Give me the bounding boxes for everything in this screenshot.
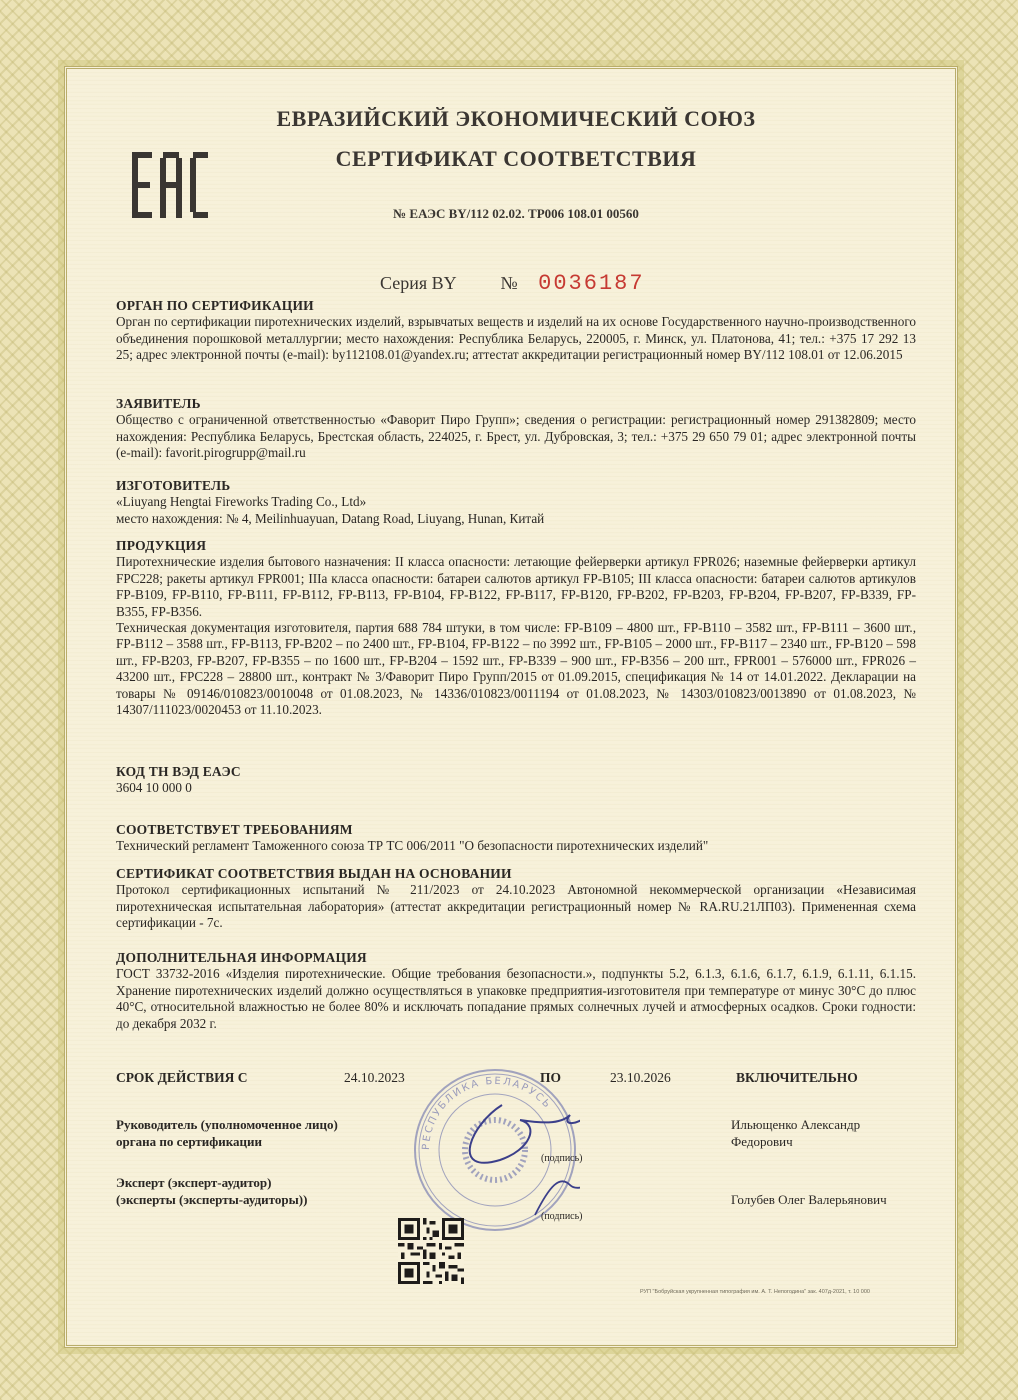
section-hs-code	[116, 764, 916, 797]
section-heading: ПРОДУКЦИЯ	[116, 538, 207, 553]
section-heading: ДОПОЛНИТЕЛЬНАЯ ИНФОРМАЦИЯ	[116, 950, 367, 965]
validity-to-label: ПО	[540, 1070, 562, 1085]
section-heading: ОРГАН ПО СЕРТИФИКАЦИИ	[116, 298, 314, 313]
document-title: СЕРТИФИКАТ СООТВЕТСТВИЯ	[335, 146, 697, 171]
series-label: Серия BY	[380, 273, 456, 293]
section-product	[116, 538, 916, 718]
expert-name: Голубев Олег Валерьянович	[731, 1192, 887, 1207]
head-name: Ильющенко Александр Федорович	[731, 1117, 861, 1149]
section-manufacturer	[116, 478, 916, 527]
section-cert-body	[116, 298, 916, 364]
validity-from-label: СРОК ДЕЙСТВИЯ С	[116, 1070, 248, 1085]
hs-code-value: 3604 10 000 0	[116, 780, 192, 796]
expert-role: Эксперт (эксперт-аудитор) (эксперты (эксперты-аудиторы))	[116, 1175, 308, 1207]
union-title: ЕВРАЗИЙСКИЙ ЭКОНОМИЧЕСКИЙ СОЮЗ	[276, 106, 756, 131]
section-heading: ИЗГОТОВИТЕЛЬ	[116, 478, 231, 493]
certificate-number: № ЕАЭС BY/112 02.02. ТР006 108.01 00560	[393, 206, 639, 221]
validity-to-date: 23.10.2026	[610, 1070, 671, 1085]
series-line	[380, 271, 645, 296]
printer-footnote: РУП "Бобруйская укрупненная типография им. А. Т. Непогодина" зак. 407д-2021, т. 10 000	[640, 1289, 870, 1295]
manufacturer-address: место нахождения: № 4, Meilinhuayuan, Datang Road, Liuyang, Hunan, Китай	[116, 510, 545, 526]
section-text: Технический регламент Таможенного союза ТР ТС 006/2011 "О безопасности пиротехнических изделий"	[116, 838, 709, 854]
serial-number: 0036187	[538, 271, 645, 296]
stamp-text: РЕСПУБЛИКА БЕЛАРУСЬ	[420, 1075, 554, 1151]
section-applicant	[116, 396, 916, 462]
section-heading: СЕРТИФИКАТ СООТВЕТСТВИЯ ВЫДАН НА ОСНОВАНИИ	[116, 866, 512, 881]
expert-signature-caption: (подпись)	[541, 1211, 583, 1222]
validity-from-date: 24.10.2023	[344, 1070, 405, 1085]
product-documentation: Техническая документация изготовителя, партия 688 784 штуки, в том числе: FP-B109 – 4800 шт., FP-B110 – 3582 шт., FP-B111 – 3600 шт., FP-B112 – 3588 шт., FP-B113, FP-B202 – по 2400 шт., FP-B104, FP-B122 – по 3992 шт., FP-B105 – 2000 шт., FP-B117 – 2340 шт., FP-B120 – 598 шт., FP-B203, FP-B207, FP-B355 – по 1600 шт., FP-B204 – 1592 шт., FP-B339 – 900 шт., FP-B356 – 200 шт., FPR001 – 576000 шт., FPR026 – 43200 шт., FPC228 – 28800 шт., контракт № 3/Фаворит Пиро Групп/2015 от 01.09.2015, спецификация № 14 от 14.01.2022. Декларации на товары № 09146/010823/0010048 от 01.08.2023, № 14336/010823/0011194 от 01.08.2023, № 14303/010823/0013890 от 01.08.2023, № 14307/111023/0020453 от 11.10.2023.	[116, 620, 916, 718]
section-text: Орган по сертификации пиротехнических изделий, взрывчатых веществ и изделий на их основе Государственного научно-производственного объединения порошковой металлургии; место нахождения: Республика Беларусь, 220005, г. Минск, ул. Платонова, 41; тел.: +375 17 292 13 25; адрес электронной почты (e-mail): by112108.01@yandex.ru; аттестат аккредитации регистрационный номер BY/112 108.01 от 12.06.2015	[116, 314, 916, 363]
qr-code[interactable]	[398, 1218, 464, 1284]
section-heading: СООТВЕТСТВУЕТ ТРЕБОВАНИЯМ	[116, 822, 353, 837]
product-description: Пиротехнические изделия бытового назначения: II класса опасности: летающие фейерверки артикул FPR026; наземные фейерверки артикул FPC228; ракеты артикул FPR001; IIIa класса опасности: батареи салютов артикул FP-B105; III класса опасности: батареи салютов артикулов FP-B109, FP-B110, FP-B111, FP-B112, FP-B113, FP-B104, FP-B122, FP-B117, FP-B120, FP-B202, FP-B203, FP-B204, FP-B207, FP-B339, FP-B355, FP-B356.	[116, 554, 916, 619]
section-heading: ЗАЯВИТЕЛЬ	[116, 396, 201, 411]
manufacturer-name: «Liuyang Hengtai Fireworks Trading Co., Ltd»	[116, 494, 367, 510]
head-role: Руководитель (уполномоченное лицо) органа по сертификации	[116, 1117, 338, 1149]
section-heading: КОД ТН ВЭД ЕАЭС	[116, 764, 241, 779]
section-text: Общество с ограниченной ответственностью «Фаворит Пиро Групп»; сведения о регистрации: регистрационный номер 291382809; место нахождения: Республика Беларусь, Брестская область, 224025, г. Брест, ул. Дубровская, 3; тел.: +375 29 650 79 01; адрес электронной почты (e-mail): favorit.pirogrupp@mail.ru	[116, 412, 916, 461]
section-complies	[116, 822, 916, 855]
section-basis	[116, 866, 916, 932]
section-additional	[116, 950, 916, 1032]
svg-text:РЕСПУБЛИКА БЕЛАРУСЬ	[421, 1076, 553, 1150]
section-text: Протокол сертификационных испытаний № 211/2023 от 24.10.2023 Автономной некоммерческой организации «Независимая пиротехническая испытательная лаборатория» (аттестат аккредитации регистрационный номер № RA.RU.21ЛП03). Примененная схема сертификации - 7с.	[116, 882, 916, 931]
section-text: ГОСТ 33732-2016 «Изделия пиротехнические. Общие требования безопасности.», подпункты 5.2, 6.1.3, 6.1.6, 6.1.7, 6.1.9, 6.1.11, 6.1.15. Хранение пиротехнических изделий должно осуществляться в упаковке предприятия-изготовителя при температуре от минус 30°С до плюс 40°С, относительной влажностью не более 80% и исключать попадание прямых солнечных лучей и атмосферных осадков. Сроки годности: до декабря 2032 г.	[116, 966, 916, 1031]
head-signature-caption: (подпись)	[541, 1153, 583, 1164]
number-sign: №	[500, 273, 518, 293]
validity-inclusive-label: ВКЛЮЧИТЕЛЬНО	[736, 1070, 858, 1085]
